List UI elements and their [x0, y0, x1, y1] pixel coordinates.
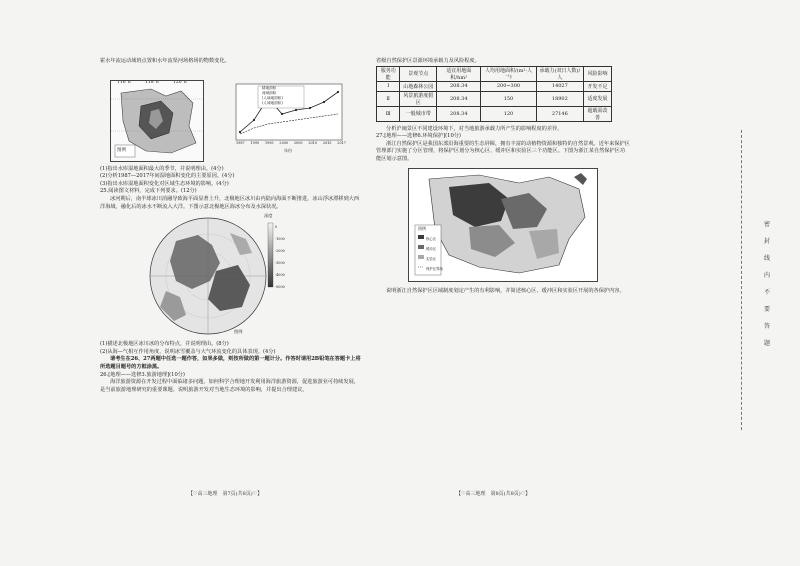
chart-legend-item-3: (人域地面积) — [262, 95, 283, 100]
q25-body: 冰河期后，南半球冰川消融导致海平面显著上升，北极地区冰川由内陆向海面不断推进，冰山浮冰漂移到大西洋海域，融化后的冰水不断流入大洋。下图示意北极地区海冰分布及水深状况。 — [100, 195, 360, 210]
reservoir-map — [110, 80, 204, 162]
choice-notice: 请考生在26、27两题中任选一题作答，如果多做，则按所做的第一题计分。作答时请用2B铅笔在答题卡上将所选题目题号的方框涂黑。 — [100, 356, 361, 370]
q24-2: (2)分析1987—2017年间湿地面积变化的主要原因。(4分) — [100, 173, 235, 180]
polar-map-svg — [146, 211, 276, 341]
depth-tick: -5000 — [275, 285, 285, 290]
chart-x-ticks — [236, 141, 346, 145]
reserve-legend-title: 图例 — [418, 225, 426, 231]
table-cell: 120 — [481, 106, 536, 121]
map-lon1-label: 116°E — [117, 79, 132, 85]
q27-body: 浙江自然保护区是我国东部沿海重要的生态屏障，拥有丰富的动植物资源和独特的自然景观。近年来保护区管理部门实施了分区管理，将保护区划分为核心区、缓冲区和实验区三个功能区。下图为浙江某自然保护区功能区划示意图。 — [376, 140, 630, 162]
q26-body: 海洋旅游资源在开发过程中面临诸多问题，如何科学合理地开发利用海洋旅游资源，促进旅游业可持续发展，是当前旅游地理研究的重要课题。说明旅游开发对当地生态环境的影响，并提出合理建议。 — [100, 379, 360, 393]
polar-map — [146, 211, 285, 341]
legend-item-experimental: 实验区 — [426, 256, 437, 261]
q24-1: (1)指出水库湿地面积最大的季节，并说明理由。(4分) — [100, 165, 224, 172]
table-row — [377, 81, 612, 91]
table-cell: Ⅰ — [377, 81, 400, 91]
x-tick: 1995 — [264, 140, 274, 145]
table-header-cell: 景观节点 — [400, 66, 437, 81]
table-cell: 27146 — [536, 106, 583, 121]
x-tick: 2010 — [308, 140, 317, 145]
q26-title: 26.[地理——选修3.旅游地理](10分) — [100, 371, 185, 378]
reserve-map — [408, 168, 598, 282]
table-cell: 风景旅游度假区 — [400, 91, 437, 106]
map-legend-label: 图例 — [117, 147, 126, 153]
binding-char: 封 — [763, 238, 770, 245]
table-cell: 超载需改善 — [584, 106, 612, 121]
legend-item-core: 核心区 — [426, 236, 437, 241]
chart-legend-item-2: 流域面积 — [262, 90, 277, 95]
binding-char: 不 — [763, 289, 770, 296]
table-cell: 200~300 — [481, 81, 536, 91]
depth-tick: -2000 — [275, 249, 285, 254]
x-tick: 2017 — [337, 140, 346, 145]
table-header-cell: 承载力(双日人数)/人 — [536, 66, 583, 81]
binding-char: 要 — [763, 306, 770, 313]
q25-title: 25.阅读图文材料，完成下列要求。(12分) — [100, 188, 197, 195]
table-header-cell: 服务功能 — [377, 66, 400, 81]
x-tick: 1990 — [250, 140, 260, 145]
depth-tick: -3000 — [275, 261, 285, 266]
legend-item-buffer: 缓冲区 — [426, 246, 437, 251]
table-cell: 14027 — [536, 81, 583, 91]
polar-depth-label: 深度 — [264, 213, 273, 219]
x-tick: 2005 — [293, 140, 303, 145]
chart-legend — [262, 86, 283, 106]
q25-2: (2)从海—气相互作用角度，说明冰雪覆盖与大气环流变化的具体表现。(4分) — [100, 348, 276, 355]
table-cell: 山地森林公园 — [400, 81, 437, 91]
x-tick: 1987 — [236, 140, 245, 145]
table-cell: 150 — [481, 91, 536, 106]
chart-xlabel: 年份 — [284, 147, 292, 153]
table-cell: Ⅲ — [377, 106, 400, 121]
q24-3: (3)指出水库湿地面积变化对区域生态环境的影响。(4分) — [100, 180, 229, 187]
table-cell: 18902 — [536, 91, 583, 106]
right-intro: 省级自然保护区景源环境承载力及风险程度。 — [376, 58, 480, 64]
q25-1: (1)描述北极地区冰川冰的分布特点，并说明理由。(8分) — [100, 341, 229, 348]
binding-char: 答 — [763, 323, 770, 330]
reserve-legend-items — [426, 234, 443, 274]
polar-depth-scale — [275, 221, 285, 293]
table-header-cell: 人均用地面积/(m²·人⁻¹) — [481, 66, 536, 81]
carrying-capacity-table — [376, 66, 612, 122]
right-analysis: 分析沪闽景区不同建设环境下，对当地旅游承载力所产生的影响程度的差异。 — [386, 125, 563, 132]
table-cell: 208.34 — [437, 91, 481, 106]
table-header-row — [377, 66, 612, 81]
left-footer: 【♡高三地理 第7页(共8页)♡】 — [188, 491, 263, 497]
wetland-chart — [224, 80, 354, 160]
x-tick: 2015 — [322, 140, 332, 145]
binding-char: 密 — [763, 221, 770, 228]
figure-24 — [100, 66, 362, 166]
binding-char: 题 — [763, 340, 770, 347]
right-page — [368, 58, 630, 295]
table-cell: 208.34 — [437, 81, 481, 91]
map-lon2-label: 118°E — [145, 79, 160, 85]
polar-legend-label: 图例 — [234, 329, 243, 335]
left-intro: 霍水年流运动域班点置和水年流渠河场格场的物数变化。 — [100, 58, 230, 64]
chart-legend-item-1: 耕地面积 — [262, 85, 277, 90]
table-row — [377, 106, 612, 121]
table-cell: 开发不足 — [584, 81, 612, 91]
x-tick: 2000 — [279, 140, 289, 145]
left-page — [100, 58, 362, 394]
map-lon3-label: 120°E — [173, 79, 188, 85]
table-cell: Ⅱ — [377, 91, 400, 106]
table-row — [377, 91, 612, 106]
depth-tick: 0 — [275, 225, 278, 230]
legend-item-boundary: 保护区界线 — [426, 266, 443, 271]
right-footer: 【♡高三地理 第8页(共8页)♡】 — [456, 491, 531, 497]
table-header-cell: 风险影响 — [584, 66, 612, 81]
binding-line — [741, 130, 742, 430]
table-header-cell: 适宜用地面积/hm² — [437, 66, 481, 81]
binding-char: 内 — [763, 272, 770, 279]
table-cell: 208.34 — [437, 106, 481, 121]
table-cell: 一般城市带 — [400, 106, 437, 121]
depth-tick: -1000 — [275, 237, 285, 242]
depth-tick: -4000 — [275, 273, 285, 278]
binding-char: 线 — [763, 255, 770, 262]
binding-notice — [760, 216, 774, 352]
q27-title: 27.[地理——选修6.环境保护](10分) — [376, 133, 461, 140]
chart-legend-item-4: (人城地面积) — [262, 100, 283, 105]
q27-question: 说明浙江自然保护区区域制度划定产生的有利影响，并简述核心区、缓冲区和实验区开展的各保护内容。 — [386, 287, 625, 294]
table-cell: 适度发展 — [584, 91, 612, 106]
